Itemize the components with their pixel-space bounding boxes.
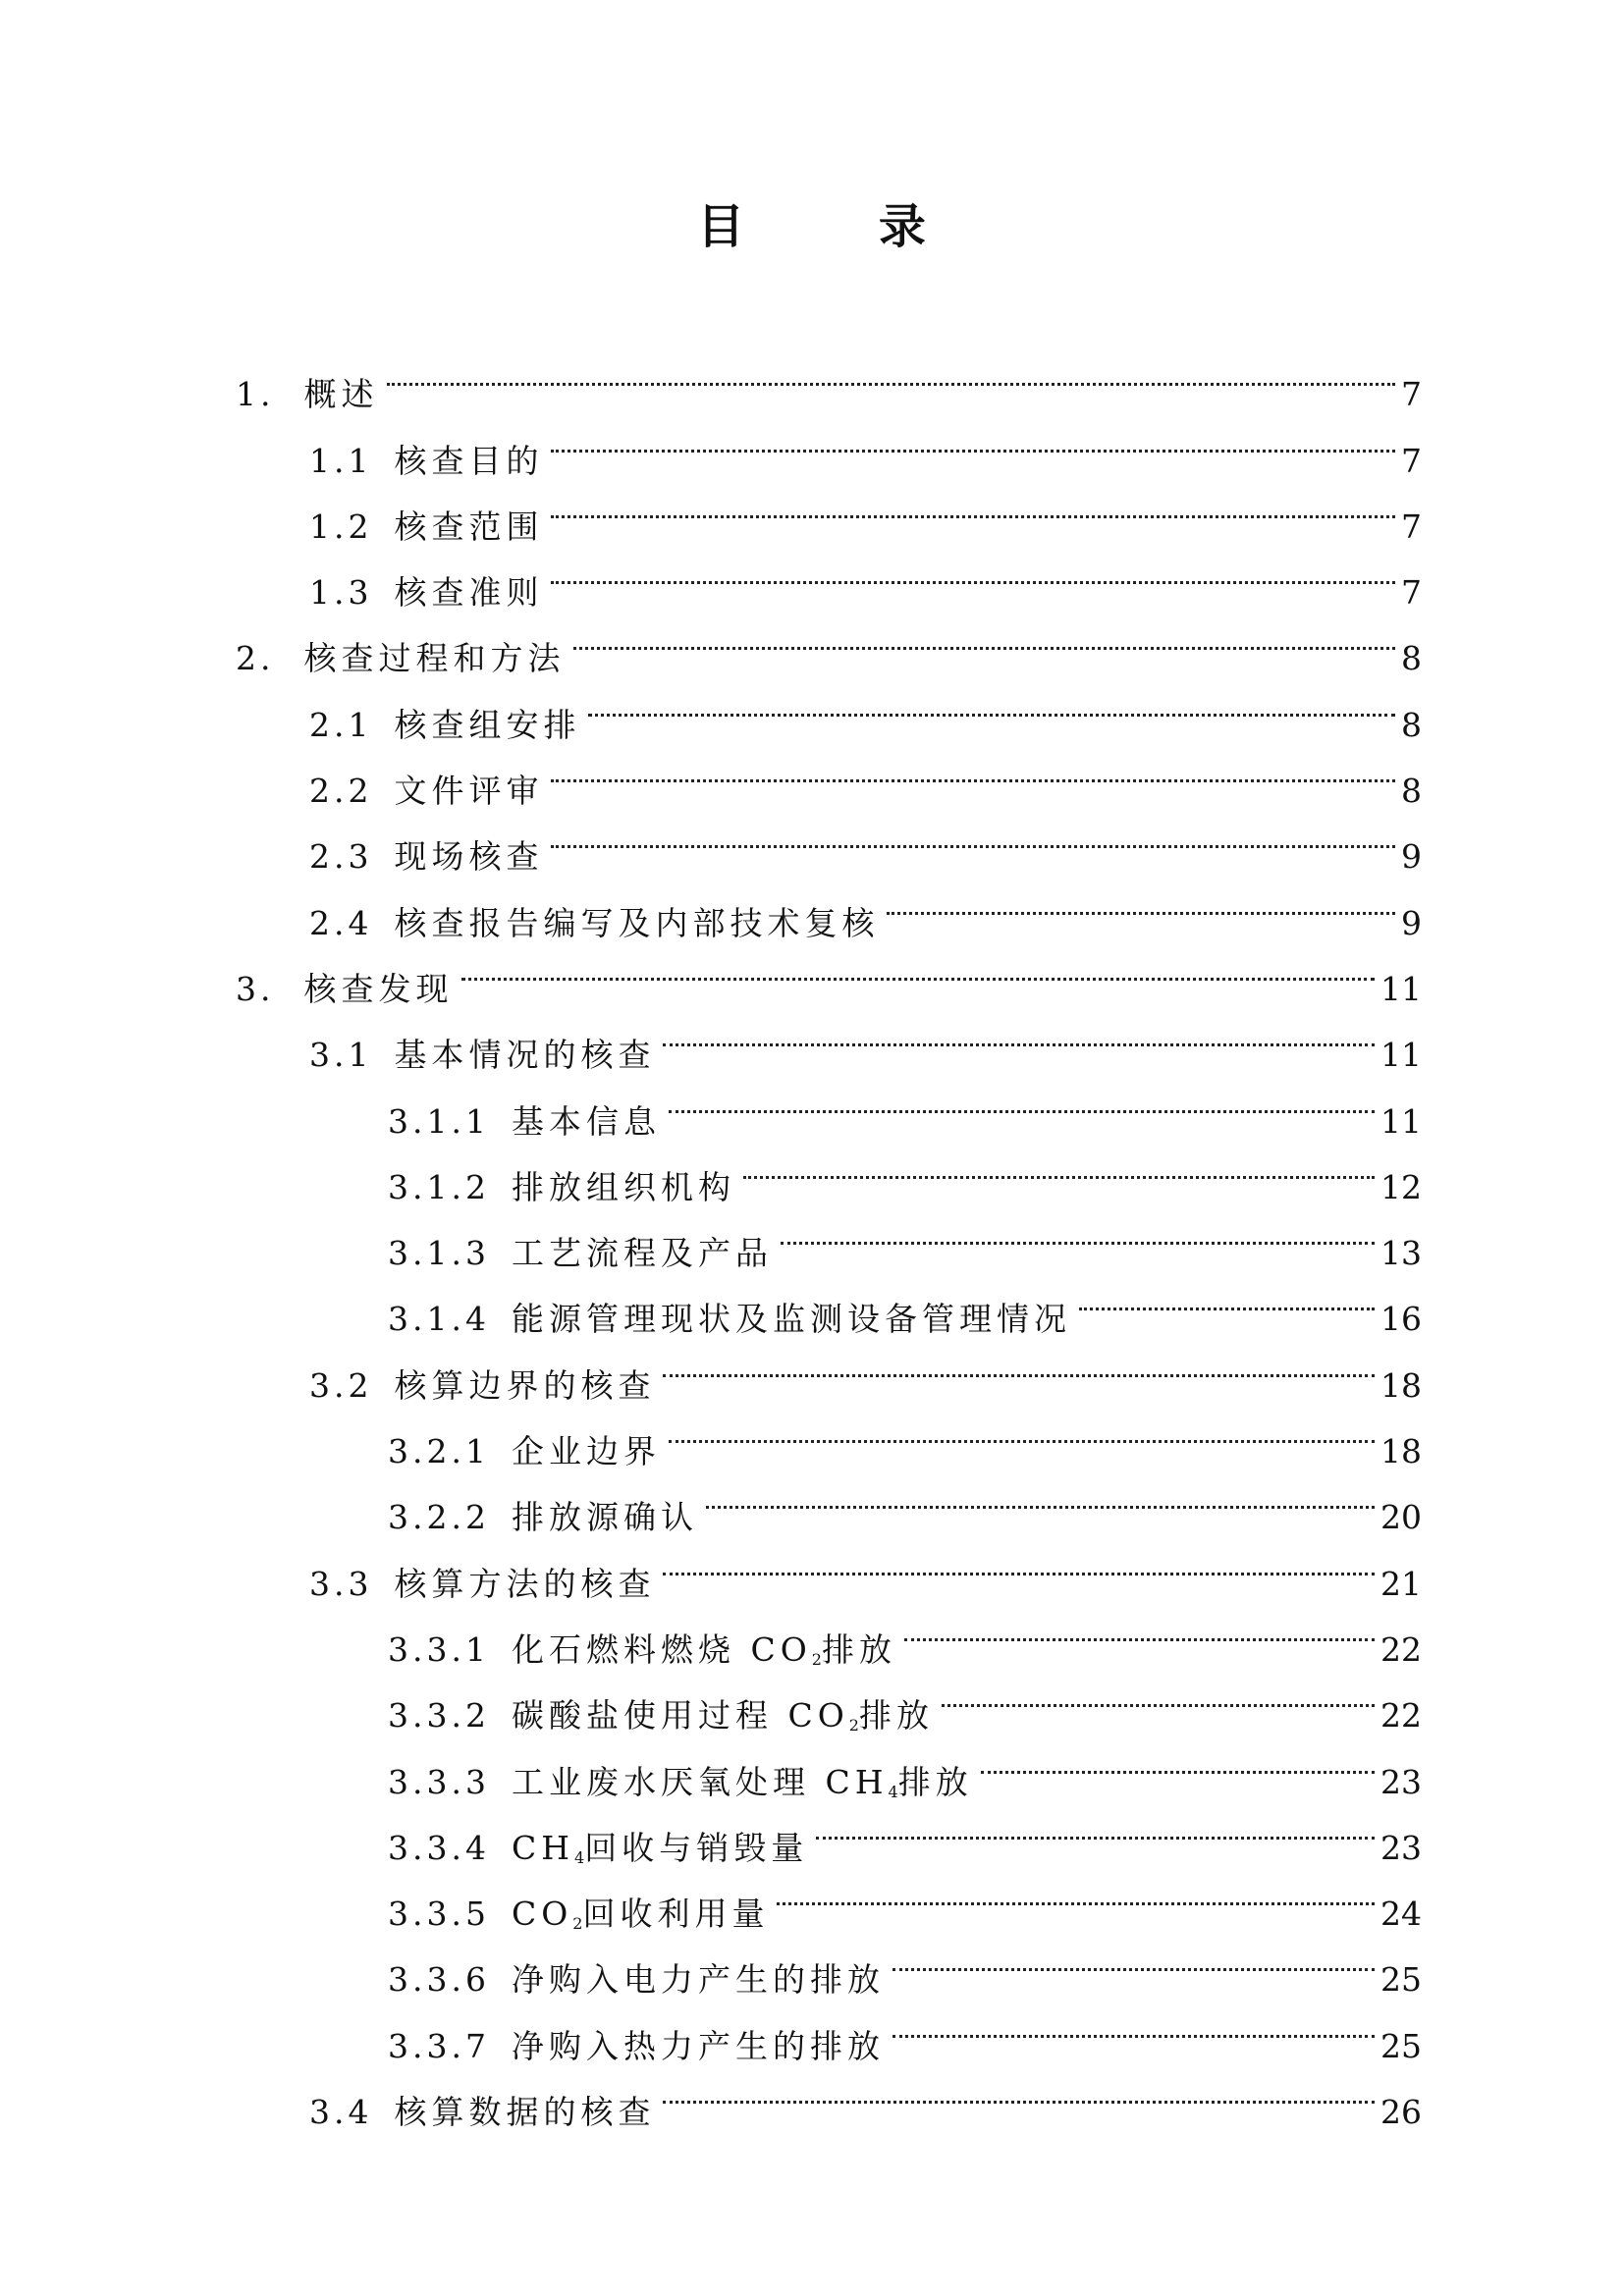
toc-entry-page-number: 25 — [1380, 1960, 1422, 2000]
dot-leader — [551, 802, 1395, 868]
toc-entry-title: 核查目的 — [394, 441, 544, 480]
toc-entry-title: 排放组织机构 — [511, 1167, 735, 1206]
dot-leader — [887, 868, 1395, 934]
dot-leader — [551, 736, 1395, 802]
toc-entry-page-number: 23 — [1380, 1762, 1422, 1801]
toc-entry-number: 3.3.1 — [388, 1629, 490, 1669]
toc-entry-number: 1.3 — [309, 573, 373, 613]
toc-entry-title: 核算方法的核查 — [394, 1564, 656, 1603]
dot-leader — [663, 1330, 1375, 1396]
toc-entry-title: 核算边界的核查 — [394, 1365, 656, 1405]
dot-leader — [893, 1991, 1375, 2056]
toc-entry-number: 3.3.2 — [388, 1696, 490, 1735]
dot-leader — [551, 405, 1395, 471]
dot-leader — [588, 669, 1395, 735]
dot-leader — [663, 1000, 1375, 1066]
toc-entry-title: $CO_2$回收利用量 — [511, 1895, 770, 1934]
toc-entry-page-number: 9 — [1401, 903, 1422, 942]
dot-leader — [669, 1066, 1375, 1132]
toc-entry-title: 企业边界 — [511, 1432, 661, 1471]
toc-entry-title: 化石燃料燃烧 $CO_2$排放 — [511, 1629, 896, 1669]
toc-entry-number: 2.3 — [309, 837, 373, 877]
toc-entry-number: 3.3.5 — [388, 1895, 490, 1934]
toc-entry-title: 核查过程和方法 — [303, 639, 566, 678]
toc-entry-number: 2.2 — [309, 772, 373, 811]
toc-entry-title: 能源管理现状及监测设备管理情况 — [511, 1300, 1071, 1339]
toc-entry-page-number: 11 — [1380, 969, 1422, 1008]
toc-entry-title: 净购入热力产生的排放 — [511, 2026, 885, 2065]
dot-leader — [942, 1661, 1375, 1727]
toc-entry-number: 3.1.4 — [388, 1300, 490, 1339]
toc-entry-page-number: 21 — [1380, 1564, 1422, 1603]
toc-entry-number: 1.1 — [309, 441, 373, 480]
toc-entry[interactable] — [236, 405, 1422, 480]
toc-entry-number: 1.2 — [309, 507, 373, 546]
toc-entry-title: 现场核查 — [394, 837, 544, 877]
toc-entry-title: 核查发现 — [303, 969, 454, 1008]
toc-entry-title: 核查组安排 — [394, 705, 581, 744]
dot-leader — [743, 1133, 1375, 1199]
toc-entry-title: 基本情况的核查 — [394, 1036, 656, 1075]
dot-leader — [387, 340, 1396, 405]
toc-entry-number: 3.1.3 — [388, 1234, 490, 1273]
toc-entry-title: 核查报告编写及内部技术复核 — [394, 903, 880, 942]
toc-entry-page-number: 7 — [1401, 573, 1422, 613]
toc-entry-page-number: 11 — [1380, 1101, 1422, 1141]
toc-entry-page-number: 18 — [1380, 1365, 1422, 1405]
toc-entry-number: 3.2 — [309, 1365, 373, 1405]
toc-entry-page-number: 20 — [1380, 1498, 1422, 1537]
toc-entry-number: 3.3.3 — [388, 1762, 490, 1801]
toc-list — [236, 340, 1422, 2132]
toc-entry-page-number: 7 — [1401, 441, 1422, 480]
toc-entry-number: 2.1 — [309, 705, 373, 744]
dot-leader — [1079, 1264, 1375, 1330]
toc-entry-title: 工艺流程及产品 — [511, 1234, 773, 1273]
toc-entry-number: 3.1 — [309, 1036, 373, 1075]
toc-entry-title: 核查范围 — [394, 507, 544, 546]
toc-entry-number: 3.1.2 — [388, 1167, 490, 1206]
toc-entry-title: 核查准则 — [394, 573, 544, 613]
toc-entry-number: 1. — [236, 375, 275, 414]
toc-entry-page-number: 22 — [1380, 1629, 1422, 1669]
toc-entry-page-number: 11 — [1380, 1036, 1422, 1075]
toc-entry-number: 3.4 — [309, 2093, 373, 2132]
toc-entry-title: 工业废水厌氧处理 $CH_4$排放 — [511, 1762, 973, 1801]
dot-leader — [981, 1727, 1375, 1792]
toc-entry-number: 3.3.6 — [388, 1960, 490, 2000]
toc-entry-page-number: 18 — [1380, 1432, 1422, 1471]
toc-entry-number: 2. — [236, 639, 275, 678]
toc-entry-number: 3.1.1 — [388, 1101, 490, 1141]
toc-entry-page-number: 26 — [1380, 2093, 1422, 2132]
toc-entry-page-number: 13 — [1380, 1234, 1422, 1273]
dot-leader — [461, 934, 1376, 1000]
toc-entry-page-number: 25 — [1380, 2026, 1422, 2065]
toc-entry-title: 基本信息 — [511, 1101, 661, 1141]
toc-entry-number: 3.2.1 — [388, 1432, 490, 1471]
dot-leader — [669, 1397, 1375, 1463]
toc-entry-page-number: 12 — [1380, 1167, 1422, 1206]
toc-entry-page-number: 16 — [1380, 1300, 1422, 1339]
toc-entry-number: 3.2.2 — [388, 1498, 490, 1537]
dot-leader — [573, 604, 1396, 669]
toc-entry-title: 概述 — [303, 375, 379, 414]
toc-entry-title: 碳酸盐使用过程 $CO_2$排放 — [511, 1696, 934, 1735]
toc-entry-page-number: 23 — [1380, 1828, 1422, 1867]
toc-entry-number: 3. — [236, 969, 275, 1008]
dot-leader — [777, 1859, 1375, 1925]
dot-leader — [706, 1463, 1375, 1528]
dot-leader — [904, 1595, 1375, 1661]
toc-entry-page-number: 22 — [1380, 1696, 1422, 1735]
toc-entry-title: 文件评审 — [394, 772, 544, 811]
dot-leader — [816, 1793, 1375, 1859]
dot-leader — [551, 472, 1395, 538]
toc-entry-page-number: 24 — [1380, 1895, 1422, 1934]
toc-entry-title: 净购入电力产生的排放 — [511, 1960, 885, 2000]
toc-entry-number: 2.4 — [309, 903, 373, 942]
toc-entry-page-number: 9 — [1401, 837, 1422, 877]
toc-entry-title: 排放源确认 — [511, 1498, 698, 1537]
toc-entry-title: 核算数据的核查 — [394, 2093, 656, 2132]
toc-entry-title: $CH_4$回收与销毁量 — [511, 1828, 809, 1867]
dot-leader — [663, 2057, 1375, 2123]
toc-entry-page-number: 8 — [1401, 772, 1422, 811]
dot-leader — [551, 538, 1395, 604]
toc-entry-page-number: 7 — [1401, 375, 1422, 414]
toc-entry-number: 3.3.4 — [388, 1828, 490, 1867]
toc-entry-page-number: 8 — [1401, 705, 1422, 744]
toc-entry-page-number: 7 — [1401, 507, 1422, 546]
toc-title: 目 录 — [697, 199, 985, 254]
dot-leader — [781, 1199, 1375, 1264]
dot-leader — [663, 1528, 1375, 1594]
dot-leader — [893, 1925, 1375, 1991]
toc-entry-page-number: 8 — [1401, 639, 1422, 678]
toc-entry[interactable] — [236, 340, 1422, 414]
toc-entry-number: 3.3.7 — [388, 2026, 490, 2065]
toc-entry-number: 3.3 — [309, 1564, 373, 1603]
